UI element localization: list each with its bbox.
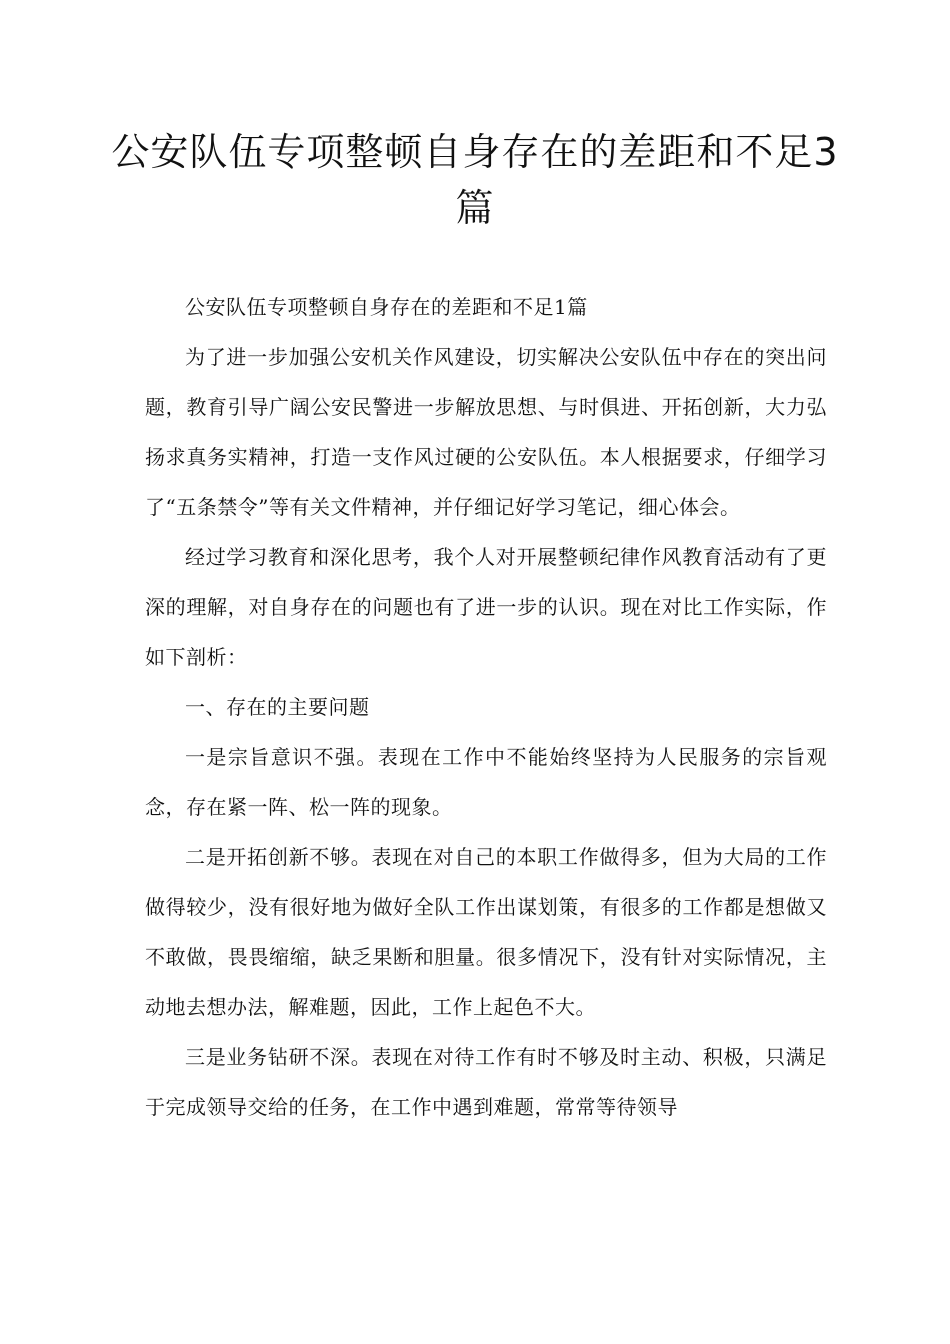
document-body [145, 282, 827, 1132]
problem-two-paragraph: 二是开拓创新不够。表现在对自己的本职工作做得多，但为大局的工作做得较少，没有很好地为做好全队工作出谋划策，有很多的工作都是想做又不敢做，畏畏缩缩，缺乏果断和胆量。很多情况下，没有针对实际情况，主动地去想办法，解难题，因此，工作上起色不大。 [145, 845, 827, 1019]
subtitle-paragraph: 公安队伍专项整顿自身存在的差距和不足1篇 [185, 295, 588, 319]
problem-three-paragraph: 三是业务钻研不深。表现在对待工作有时不够及时主动、积极，只满足于完成领导交给的任务，在工作中遇到难题，常常等待领导 [145, 1045, 827, 1119]
section-heading: 一、存在的主要问题 [185, 695, 370, 719]
problem-one-paragraph: 一是宗旨意识不强。表现在工作中不能始终坚持为人民服务的宗旨观念，存在紧一阵、松一阵的现象。 [145, 745, 827, 819]
intro-paragraph: 为了进一步加强公安机关作风建设，切实解决公安队伍中存在的突出问题，教育引导广阔公安民警进一步解放思想、与时俱进、开拓创新，大力弘扬求真务实精神，打造一支作风过硬的公安队伍。本人根据要求，仔细学习了“五条禁令”等有关文件精神，并仔细记好学习笔记，细心体会。 [145, 345, 827, 519]
document-title: 公安队伍专项整顿自身存在的差距和不足3篇 [111, 130, 839, 230]
analysis-paragraph: 经过学习教育和深化思考，我个人对开展整顿纪律作风教育活动有了更深的理解，对自身存在的问题也有了进一步的认识。现在对比工作实际，作如下剖析： [145, 545, 827, 669]
